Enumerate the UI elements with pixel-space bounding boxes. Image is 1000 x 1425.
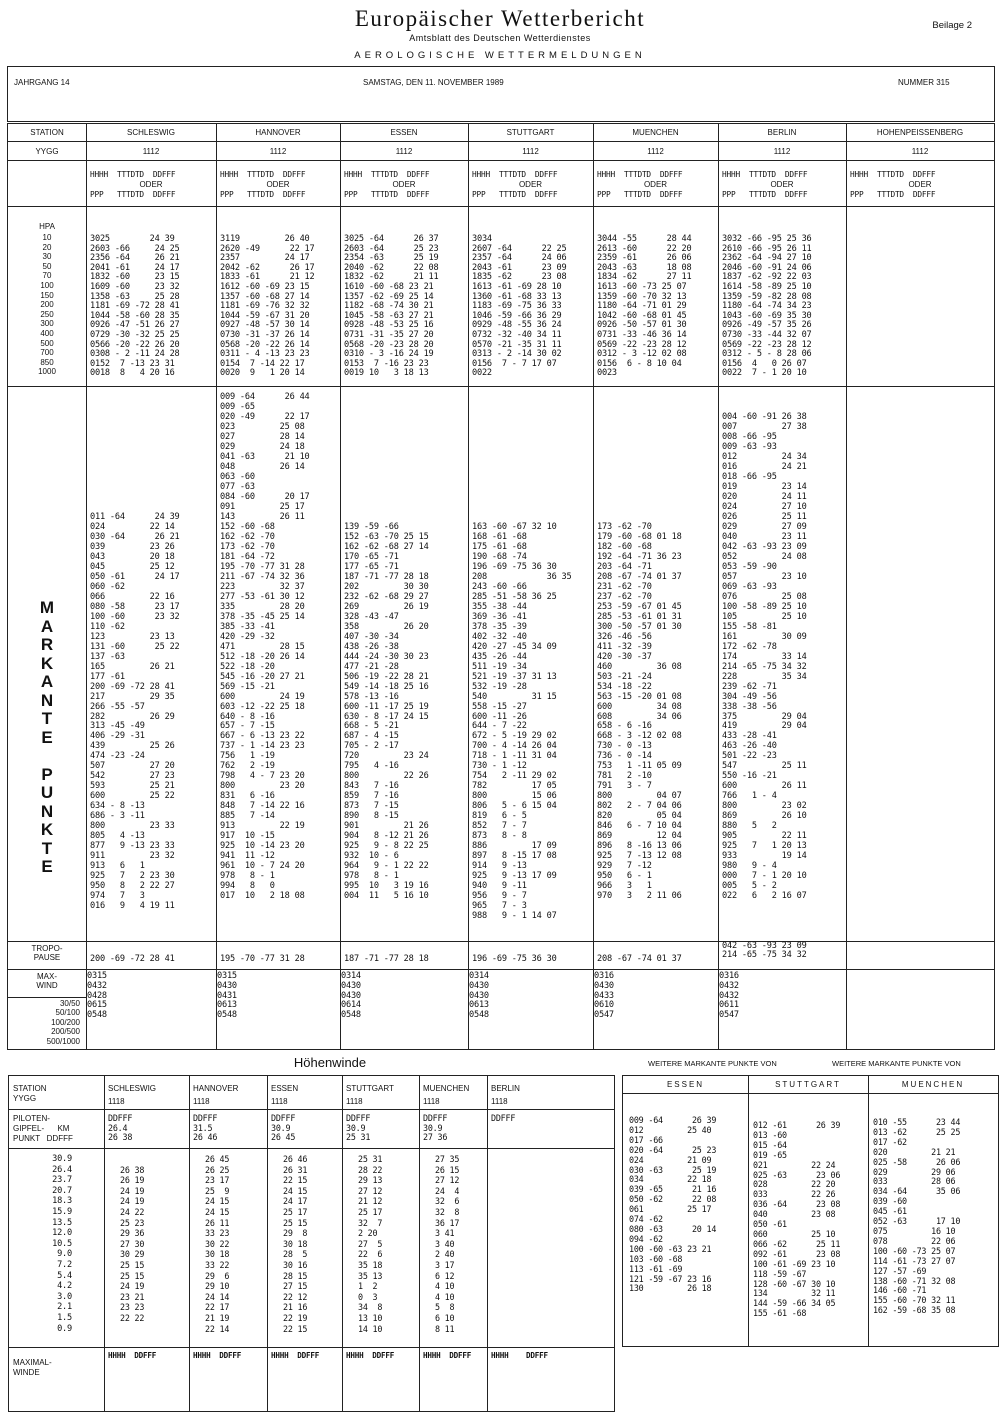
col-head-2-4: ODER	[643, 180, 668, 189]
station-yygg-1: 1112	[269, 147, 287, 156]
col-head-2-6: ODER	[908, 180, 932, 189]
markante-data-5: 004 -60 -91 26 38 007 27 38 008 -66 -95 009 -63 -93 012 24 34 016 24 21 018 -66 -95 019 23 14 020 24 11 024 27 10 026 25 11 029 27 09 040 23 11 042 -63 -93 23 09 052 24 08 053 -59 -90 057 23 10 069 -63 -93 076 25 08 100 -58 -89 25 10 105 25 10 155 -58 -81 161 30 09 172 -62 -78 174 33 14 214 -65 -75 34 32 228 35 34 239 -62 -71 304 -49 -56 338 -38 -56 375 29 04 419 29 04 433 -28 -41 463 -26 -40 501 -22 -23 547 25 11 550 -16 -21 600 26 11 766 1 - 4 800 23 02 869 26 10 880 5 2 905 22 11 925 7 1 20 13 933 19 14 980 9 - 4 000 7 - 1 20 10 005 5 - 2 022 6 2 16 07	[722, 411, 807, 902]
hw-yygg-2: 1118	[271, 1097, 288, 1106]
col-head-2-0: ODER	[139, 180, 163, 189]
tropopause-label: TROPO- PAUSE	[31, 944, 63, 962]
weitere-header-1: WEITERE MARKANTE PUNKTE VON	[648, 1059, 777, 1068]
hw-maxwinde-head-1: HHHH DDFFF	[193, 1351, 242, 1360]
col-head-3-6: PPP TTTDTD DDFFF	[850, 190, 936, 199]
hoehenwinde-table	[8, 1075, 615, 1412]
weitere-table	[622, 1075, 999, 1347]
maxwind-levels: 30/50 50/100 100/200 200/500 500/1000	[46, 999, 80, 1046]
weitere-header-2: WEITERE MARKANTE PUNKTE VON	[832, 1059, 961, 1068]
hw-station-1: HANNOVER	[193, 1084, 239, 1093]
col-head-3-2: PPP TTTDTD DDFFF	[344, 190, 430, 199]
maxwind-data-4: 0316 0430 0433 0610 0547	[594, 971, 614, 1021]
col-head-1-2: HHHH TTTDTD DDFFF	[344, 170, 430, 179]
station-name-4: MUENCHEN	[632, 128, 679, 137]
maxwind-data-5: 0316 0432 0432 0611 0547	[719, 971, 739, 1021]
weitere-stuttgart-data: 012 -61 26 39 013 -60 015 -64 019 -65 021 22 24 025 -63 23 06 028 22 20 033 22 26 036 -64 23 08 040 23 08 050 -61 060 25 10 066 -62 25 11 092 -61 23 08 100 -61 -69 23 10 118 -59 -67 128 -60 -67 30 10 134 32 11 144 -59 -66 34 05 155 -61 -68	[753, 1120, 841, 1319]
station-yygg-3: 1112	[522, 147, 539, 156]
station-yygg-4: 1112	[647, 147, 664, 156]
maxwind-data-0: 0315 0432 0428 0615 0548	[87, 971, 107, 1021]
std-levels-data-4: 3044 -55 28 44 2613 -60 22 20 2359 -61 26 06 2043 -63 18 08 1834 -62 27 11 1613 -60 -73 25 07 1359 -60 -70 32 13 1180 -64 -71 01 29 1042 -60 -68 01 45 0926 -50 -57 01 30 0731 -33 -46 36 14 0569 -22 -23 28 12 0312 - 3 -12 02 08 0156 6 - 8 10 04 0023	[597, 234, 692, 379]
std-levels-data-1: 3119 26 40 2620 -49 22 17 2357 24 17 2042 -62 26 17 1833 -61 21 12 1612 -60 -69 23 15 1357 -60 -68 27 14 1181 -69 -76 32 32 1044 -59 -67 31 20 0927 -48 -57 30 14 0730 -31 -37 26 14 0568 -20 -22 26 14 0311 - 4 -13 23 23 0154 7 -14 22 17 0020 9 1 20 14	[220, 234, 315, 379]
weitere-station-muenchen: MUENCHEN	[901, 1080, 965, 1089]
station-name-2: ESSEN	[390, 128, 418, 137]
hw-yygg-4: 1118	[423, 1097, 440, 1106]
markante-data-3: 163 -60 -67 32 10 168 -61 -68 175 -61 -68 190 -68 -74 196 -69 -75 36 30 208 36 35 243 -60 -66 285 -51 -58 36 25 355 -38 -44 369 -36 -41 378 -35 -39 402 -32 -40 420 -27 -45 34 09 435 -26 -44 511 -19 -34 521 -19 -37 31 13 532 -19 -28 540 31 15 558 -15 -27 600 -11 -26 644 - 7 -22 672 - 5 -19 29 02 700 - 4 -14 26 04 718 - 1 -11 31 04 730 - 1 -12 754 2 -11 29 02 782 17 05 800 15 06 806 5 - 6 15 04 819 6 - 5 852 7 - 7 873 8 - 8 886 17 09 897 8 -15 17 08 914 9 -13 925 9 -13 17 09 940 9 -11 956 9 - 7 965 7 - 3 988 9 - 1 14 07	[472, 521, 572, 922]
markante-data-0: 011 -64 24 39 024 22 14 030 -64 26 21 039 23 26 043 20 18 045 25 12 050 -61 24 17 060 -62 066 22 16 080 -58 23 17 100 -60 23 32 110 -62 123 23 13 131 -60 25 22 137 -63 165 26 21 177 -61 200 -69 -72 28 41 217 29 35 266 -55 -57 282 26 29 313 -45 -49 406 -29 -31 439 25 26 474 -23 -24 507 27 20 542 27 23 593 25 21 600 25 22 634 - 8 -13 686 - 3 -11 800 23 33 805 4 -13 877 9 -13 23 33 911 23 32 913 6 1 925 7 2 23 30 950 8 2 22 27 974 7 3 016 9 4 19 11	[90, 511, 180, 912]
jahrgang: JAHRGANG 14	[14, 78, 70, 87]
col-head-2-2: ODER	[392, 180, 416, 189]
station-name-0: SCHLESWIG	[126, 128, 175, 137]
tropopause-data-5: 042 -63 -93 23 09 214 -65 -75 34 32	[722, 941, 807, 961]
station-name-6: HOHENPEISSENBERG	[876, 128, 964, 137]
tropopause-data-1: 195 -70 -77 31 28	[220, 954, 305, 964]
std-levels-data-3: 3034 2607 -64 22 25 2357 -64 24 06 2043 -61 23 09 1835 -62 23 08 1613 -61 -69 28 10 1360 -61 -68 33 13 1183 -69 -75 36 33 1046 -59 -66 36 29 0929 -48 -55 36 24 0732 -32 -40 34 11 0570 -21 -35 31 11 0313 - 2 -14 30 02 0156 7 - 7 17 07 0022	[472, 234, 567, 379]
col-head-3-1: PPP TTTDTD DDFFF	[220, 190, 306, 199]
station-yygg-6: 1112	[911, 147, 929, 156]
col-head-3-5: PPP TTTDTD DDFFF	[722, 190, 808, 199]
weitere-station-stuttgart: STUTTGART	[775, 1080, 841, 1089]
hw-maxwinde-head-4: HHHH DDFFF	[423, 1351, 472, 1360]
std-levels-data-0: 3025 24 39 2603 -66 24 25 2356 -64 26 21 2041 -61 24 17 1832 -60 23 15 1609 -60 23 32 1358 -63 25 28 1181 -69 -72 28 41 1044 -58 -60 28 35 0926 -47 -51 26 27 0729 -30 -32 25 25 0566 -20 -22 26 20 0308 - 2 -11 24 28 0152 7 -13 23 31 0018 8 4 20 16	[90, 234, 180, 379]
station-name-1: HANNOVER	[255, 128, 301, 137]
markante-data-4: 173 -62 -70 179 -60 -68 01 18 182 -60 -68 192 -64 -71 36 23 203 -64 -71 208 -67 -74 01 37 231 -62 -70 237 -62 -70 253 -59 -67 01 45 285 -53 -61 01 31 300 -50 -57 01 30 326 -46 -56 411 -32 -39 420 -30 -37 460 36 08 503 -21 -24 534 -18 -22 563 -15 -20 01 08 600 34 08 608 34 06 658 - 6 -16 668 - 3 -12 02 08 730 - 0 -13 736 - 0 -14 753 1 -11 05 09 781 2 -10 791 3 - 7 800 04 07 802 2 - 7 04 06 820 05 04 846 6 - 7 10 04 869 12 04 896 8 -16 13 06 925 7 -13 12 08 929 7 -12 950 6 - 1 966 3 1 970 3 2 11 06	[597, 521, 682, 902]
hw-station-2: ESSEN	[271, 1084, 299, 1093]
hw-maxwinde-label: MAXIMAL- WINDE	[13, 1358, 52, 1377]
issue-date: SAMSTAG, DEN 11. NOVEMBER 1989	[363, 78, 504, 87]
hw-yygg-1: 1118	[193, 1097, 210, 1106]
maxwind-data-3: 0314 0430 0430 0613 0548	[469, 971, 489, 1021]
hw-winds-2: 26 46 26 31 22 15 24 15 24 17 25 17 25 15 29 8 30 18 28 5 30 16 28 15 27 15 22 12 21 16 22 19 22 15	[283, 1154, 308, 1334]
weitere-station-essen: ESSEN	[666, 1080, 705, 1089]
station-name-3: STUTTGART	[506, 128, 555, 137]
hw-pilot-0: DDFFF 26.4 26 38	[108, 1113, 133, 1142]
hw-station-4: MUENCHEN	[423, 1084, 470, 1093]
hw-maxwinde-head-5: HHHH DDFFF	[491, 1351, 548, 1360]
section-title: AEROLOGISCHE WETTERMELDUNGEN	[354, 50, 646, 61]
hw-winds-4: 27 35 26 15 27 12 24 4 32 6 32 8 36 17 3 41 3 40 2 40 3 17 6 12 4 10 4 10 5 8 6 10 8 11	[435, 1154, 460, 1334]
issue-number: NUMMER 315	[898, 78, 950, 87]
main-table	[7, 123, 995, 1050]
col-head-3-4: PPP TTTDTD DDFFF	[597, 190, 683, 199]
hw-pilot-5: DDFFF	[491, 1113, 516, 1123]
yygg-label: YYGG	[35, 147, 59, 156]
hw-station-label: STATION YYGG	[13, 1084, 47, 1103]
markante-data-2: 139 -59 -66 152 -63 -70 25 15 162 -62 -68 27 14 170 -65 -71 177 -65 -71 187 -71 -77 28 18 202 30 30 232 -62 -68 29 27 269 26 19 328 -43 -47 358 26 20 407 -30 -34 438 -26 -38 444 -24 -30 30 23 477 -21 -28 506 -19 -22 28 21 549 -14 -18 25 16 578 -13 -16 600 -11 -17 25 19 630 - 8 -17 24 15 668 - 5 -21 687 - 4 -15 705 - 2 -17 720 23 24 795 4 -16 800 22 26 843 7 -16 859 7 -16 873 7 -15 890 8 -15 901 21 26 904 8 -12 21 26 925 9 - 8 22 25 932 10 - 6 964 9 - 1 22 22 978 8 - 1 995 10 3 19 16 004 11 5 16 10	[344, 521, 429, 902]
col-head-1-4: HHHH TTTDTD DDFFF	[597, 170, 683, 179]
hw-station-0: SCHLESWIG	[108, 1084, 157, 1093]
col-head-2-1: ODER	[266, 180, 290, 189]
hw-pilot-3: DDFFF 30.9 25 31	[346, 1113, 371, 1142]
std-levels-data-5: 3032 -66 -95 25 36 2610 -66 -95 26 11 2362 -64 -94 27 10 2046 -60 -91 24 06 1837 -62 -92 22 03 1614 -58 -89 25 10 1359 -59 -82 28 08 1180 -64 -74 34 23 1043 -60 -69 35 30 0926 -49 -57 35 26 0730 -33 -44 32 07 0569 -22 -23 28 12 0312 - 5 - 8 28 06 0156 4 0 26 07 0022 7 - 1 20 10	[722, 234, 812, 379]
hoehenwinde-title: Höhenwinde	[293, 1055, 367, 1070]
hw-yygg-5: 1118	[491, 1097, 508, 1106]
hw-station-3: STUTTGART	[346, 1084, 394, 1093]
col-head-3-3: PPP TTTDTD DDFFF	[472, 190, 558, 199]
hw-winds-3: 25 31 28 22 29 13 27 12 21 12 25 17 32 7 2 20 27 5 22 6 35 18 35 13 1 2 0 3 34 8 13 10 14 10	[358, 1154, 383, 1334]
hw-yygg-3: 1118	[346, 1097, 363, 1106]
tropopause-data-0: 200 -69 -72 28 41	[90, 954, 175, 964]
col-head-1-6: HHHH TTTDTD DDFFF	[850, 170, 936, 179]
col-head-1-1: HHHH TTTDTD DDFFF	[220, 170, 306, 179]
tropopause-data-4: 208 -67 -74 01 37	[597, 954, 682, 964]
page-subtitle: Amtsblatt des Deutschen Wetterdienstes	[409, 33, 591, 43]
station-label: STATION	[30, 128, 64, 137]
weitere-essen-data: 009 -64 26 39 012 25 40 017 -66 020 -64 25 23 024 21 09 030 -63 25 19 034 22 18 039 -65 21 16 050 -62 22 08 061 25 17 074 -62 080 -63 20 14 094 -62 100 -60 -63 23 21 103 -60 -68 113 -61 -69 121 -59 -67 23 16 130 26 18	[629, 1115, 717, 1294]
hw-pilot-label: PILOTEN- GIPFEL- KM PUNKT DDFFF	[13, 1114, 73, 1143]
hpa-label: HPA	[39, 222, 55, 231]
station-yygg-2: 1112	[395, 147, 413, 156]
markante-punkte-label: M A R K A N T E P U N K T E	[39, 598, 55, 876]
hw-maxwinde-head-0: HHHH DDFFF	[108, 1351, 157, 1360]
col-head-1-3: HHHH TTTDTD DDFFF	[472, 170, 558, 179]
col-head-2-5: ODER	[770, 180, 794, 189]
hw-maxwinde-head-3: HHHH DDFFF	[346, 1351, 395, 1360]
hw-maxwinde-head-2: HHHH DDFFF	[271, 1351, 320, 1360]
tropopause-data-2: 187 -71 -77 28 18	[344, 954, 429, 964]
info-bar	[7, 66, 995, 122]
station-yygg-0: 1112	[142, 147, 160, 156]
hw-station-5: BERLIN	[491, 1084, 520, 1093]
maxwind-data-1: 0315 0430 0431 0613 0548	[217, 971, 237, 1021]
hw-winds-1: 26 45 26 25 23 17 25 9 24 15 24 15 26 11 33 23 30 22 30 18 33 22 29 6 29 10 24 14 22 17 21 19 22 14	[205, 1154, 230, 1334]
col-head-2-3: ODER	[518, 180, 543, 189]
beilage-label: Beilage 2	[932, 20, 972, 31]
weitere-muenchen-data: 010 -55 23 44 013 -62 25 25 017 -62 020 21 21 025 -58 26 06 029 29 06 033 28 06 034 -64 35 06 039 -60 045 -61 052 -63 17 10 075 16 10 078 22 06 100 -60 -73 25 07 114 -61 -73 27 07 127 -57 -69 138 -60 -71 32 08 146 -60 -71 155 -60 -70 32 11 162 -59 -68 35 08	[873, 1117, 961, 1316]
station-yygg-5: 1112	[773, 147, 791, 156]
tropopause-data-3: 196 -69 -75 36 30	[472, 954, 557, 964]
hw-pilot-1: DDFFF 31.5 26 46	[193, 1113, 218, 1142]
hw-yygg-0: 1118	[108, 1097, 125, 1106]
hw-pilot-2: DDFFF 30.9 26 45	[271, 1113, 296, 1142]
markante-data-1: 009 -64 26 44 009 -65 020 -49 22 17 023 25 08 027 28 14 029 24 18 041 -63 21 10 048 26 14 063 -60 077 -63 084 -60 20 17 091 25 17 143 26 11 152 -60 -68 162 -62 -70 173 -62 -70 181 -64 -72 195 -70 -77 31 28 211 -67 -74 32 36 223 32 37 277 -53 -61 30 12 335 28 20 378 -35 -45 25 14 385 -33 -41 420 -29 -32 471 28 15 512 -18 -20 26 14 522 -18 -20 545 -16 -20 27 21 569 -15 -21 600 24 19 603 -12 -22 25 18 640 - 8 -16 657 - 7 -15 667 - 6 -13 23 22 737 - 1 -14 23 23 756 1 -19 762 2 -19 798 4 - 7 23 20 800 23 20 831 6 -16 848 7 -14 22 16 885 7 -14 913 22 19 917 10 -15 925 10 -14 23 20 941 11 -12 961 10 - 7 24 20 978 8 - 1 994 8 0 017 10 2 18 08	[220, 392, 310, 902]
hpa-levels: 10 20 30 50 70 100 150 200 250 300 400 500 700 850 1000	[38, 233, 56, 377]
col-head-3-0: PPP TTTDTD DDFFF	[90, 190, 176, 199]
std-levels-data-2: 3025 -64 26 37 2603 -64 25 23 2354 -63 25 19 2040 -62 22 08 1832 -62 21 11 1610 -60 -68 23 21 1357 -62 -69 25 14 1182 -68 -74 30 21 1045 -58 -63 27 21 0928 -48 -53 25 16 0731 -31 -35 27 20 0568 -20 -23 28 20 0310 - 3 -16 24 19 0153 7 -16 23 23 0019 10 3 18 13	[344, 234, 439, 379]
col-head-1-5: HHHH TTTDTD DDFFF	[722, 170, 808, 179]
col-head-1-0: HHHH TTTDTD DDFFF	[90, 170, 176, 179]
hw-winds-0: 26 38 26 19 24 19 24 19 24 22 25 23 29 36 27 30 30 29 25 15 25 15 24 19 23 21 23 23 22 22	[120, 1164, 145, 1323]
station-name-5: BERLIN	[767, 128, 797, 137]
hw-km-levels: 30.9 26.4 23.7 20.7 18.3 15.9 13.5 12.0 10.5 9.0 7.2 5.4 4.2 3.0 2.1 1.5 0.9	[52, 1154, 72, 1334]
maxwind-label: MAX- WIND	[36, 972, 58, 990]
page-title: Europäischer Wetterbericht	[354, 6, 646, 31]
hw-pilot-4: DDFFF 30.9 27 36	[423, 1113, 448, 1142]
maxwind-data-2: 0314 0430 0430 0614 0548	[341, 971, 361, 1021]
